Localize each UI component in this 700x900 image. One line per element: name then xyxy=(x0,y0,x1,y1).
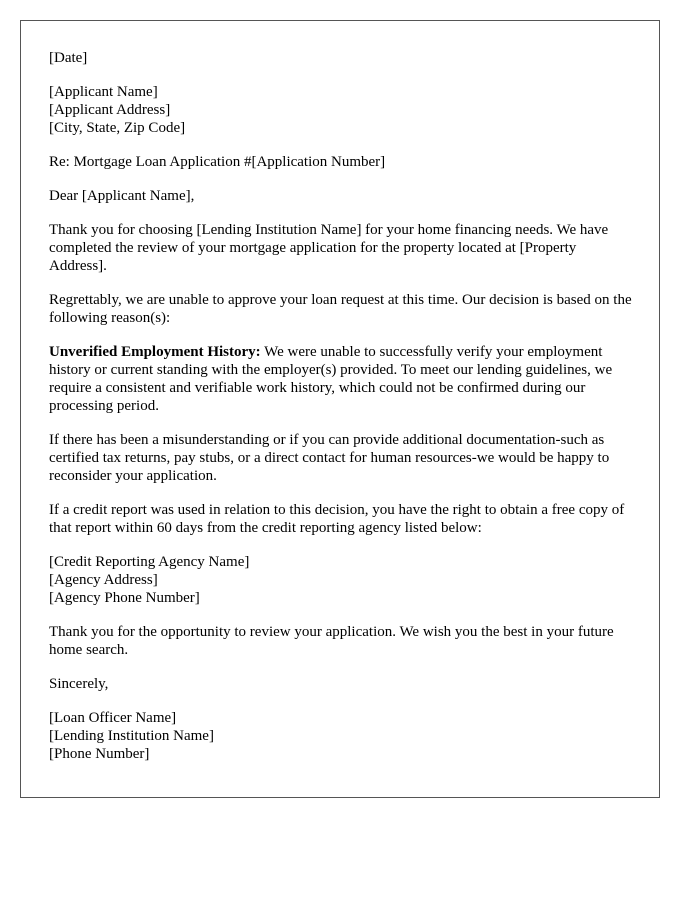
agency-name: [Credit Reporting Agency Name] xyxy=(49,554,250,570)
signature-phone: [Phone Number] xyxy=(49,746,150,762)
letter-body xyxy=(49,49,634,779)
paragraph-intro: Thank you for choosing [Lending Institution Name] for your home financing needs. We have completed the review of your mortgage application for the property located at [Property Address]. xyxy=(49,222,609,274)
agency-address-block xyxy=(49,553,634,607)
signature-institution: [Lending Institution Name] xyxy=(49,728,214,744)
salutation: Dear [Applicant Name], xyxy=(49,188,195,204)
agency-phone: [Agency Phone Number] xyxy=(49,590,200,606)
recipient-address-block xyxy=(49,83,634,137)
recipient-name: [Applicant Name] xyxy=(49,84,158,100)
paragraph-credit-report: If a credit report was used in relation to this decision, you have the right to obtain a free copy of that report within 60 days from the credit reporting agency listed below: xyxy=(49,502,625,536)
paragraph-reason xyxy=(49,343,634,415)
signature-block xyxy=(49,709,634,763)
recipient-city-state-zip: [City, State, Zip Code] xyxy=(49,120,186,136)
letter-page xyxy=(20,20,660,798)
sign-off-block xyxy=(49,675,634,693)
salutation-block xyxy=(49,187,634,205)
paragraph-reconsider: If there has been a misunderstanding or if you can provide additional documentation-such as certified tax returns, pay stubs, or a direct contact for human resources-we would be happy to reconsider your application. xyxy=(49,432,610,484)
date-block xyxy=(49,49,634,67)
reason-text: We were unable to successfully verify your employment history or current standing with the employer(s) provided. To meet our lending guidelines, we require a consistent and verifiable work history, which could not be confirmed during our processing period. xyxy=(49,344,613,414)
re-line-block xyxy=(49,153,634,171)
sign-off: Sincerely, xyxy=(49,676,109,692)
paragraph-closing: Thank you for the opportunity to review your application. We wish you the best in your future home search. xyxy=(49,624,614,658)
agency-address: [Agency Address] xyxy=(49,572,158,588)
paragraph-decision: Regrettably, we are unable to approve your loan request at this time. Our decision is based on the following reason(s): xyxy=(49,292,632,326)
letter-date: [Date] xyxy=(49,50,88,66)
recipient-address: [Applicant Address] xyxy=(49,102,171,118)
reason-heading: Unverified Employment History: xyxy=(49,344,261,360)
re-line: Re: Mortgage Loan Application #[Application Number] xyxy=(49,154,386,170)
signature-officer: [Loan Officer Name] xyxy=(49,710,177,726)
